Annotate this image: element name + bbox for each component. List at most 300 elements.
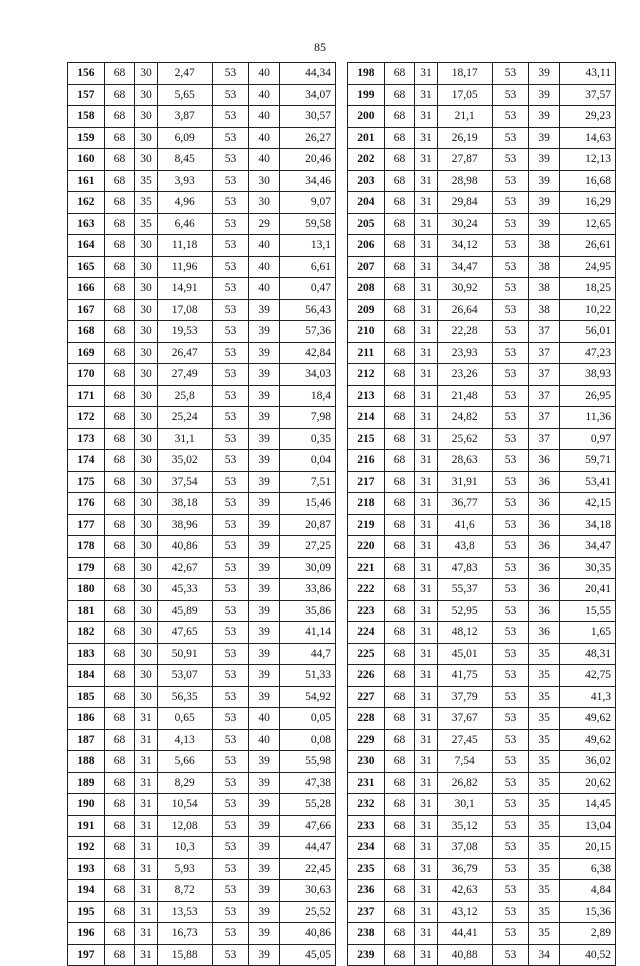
lon-degrees-cell: 53 bbox=[492, 923, 529, 945]
lat-seconds-cell: 30,92 bbox=[437, 278, 492, 300]
lon-minutes-cell: 39 bbox=[249, 858, 280, 880]
lat-degrees-cell: 68 bbox=[384, 106, 415, 128]
point-number-cell: 227 bbox=[348, 686, 385, 708]
lat-minutes-cell: 30 bbox=[135, 385, 157, 407]
lon-degrees-cell: 53 bbox=[212, 84, 249, 106]
lat-degrees-cell: 68 bbox=[384, 364, 415, 386]
lon-degrees-cell: 53 bbox=[212, 342, 249, 364]
lon-minutes-cell: 39 bbox=[249, 493, 280, 515]
lon-degrees-cell: 53 bbox=[212, 923, 249, 945]
point-number-cell: 194 bbox=[68, 880, 105, 902]
lon-seconds-cell: 6,38 bbox=[559, 858, 615, 880]
lat-minutes-cell: 31 bbox=[415, 278, 437, 300]
lat-seconds-cell: 41,6 bbox=[437, 514, 492, 536]
lat-seconds-cell: 26,82 bbox=[437, 772, 492, 794]
lat-minutes-cell: 31 bbox=[135, 708, 157, 730]
lon-seconds-cell: 0,05 bbox=[279, 708, 335, 730]
lon-degrees-cell: 53 bbox=[212, 235, 249, 257]
lat-seconds-cell: 29,84 bbox=[437, 192, 492, 214]
lat-degrees-cell: 68 bbox=[104, 407, 135, 429]
table-row bbox=[68, 579, 336, 601]
lat-seconds-cell: 8,45 bbox=[157, 149, 212, 171]
table-row bbox=[348, 407, 616, 429]
lat-degrees-cell: 68 bbox=[104, 772, 135, 794]
table-row bbox=[348, 278, 616, 300]
lat-degrees-cell: 68 bbox=[104, 278, 135, 300]
lon-minutes-cell: 35 bbox=[529, 643, 560, 665]
point-number-cell: 202 bbox=[348, 149, 385, 171]
lon-minutes-cell: 39 bbox=[249, 622, 280, 644]
lat-degrees-cell: 68 bbox=[104, 858, 135, 880]
lat-minutes-cell: 30 bbox=[135, 579, 157, 601]
lat-minutes-cell: 31 bbox=[415, 299, 437, 321]
table-row bbox=[68, 256, 336, 278]
lat-degrees-cell: 68 bbox=[384, 407, 415, 429]
lat-minutes-cell: 31 bbox=[415, 815, 437, 837]
point-number-cell: 159 bbox=[68, 127, 105, 149]
table-row bbox=[348, 622, 616, 644]
lon-minutes-cell: 36 bbox=[529, 600, 560, 622]
lat-minutes-cell: 31 bbox=[415, 944, 437, 966]
lat-seconds-cell: 37,54 bbox=[157, 471, 212, 493]
lat-seconds-cell: 17,08 bbox=[157, 299, 212, 321]
table-row bbox=[68, 63, 336, 85]
lon-degrees-cell: 53 bbox=[212, 256, 249, 278]
table-row bbox=[68, 192, 336, 214]
lon-minutes-cell: 39 bbox=[249, 364, 280, 386]
table-row bbox=[68, 858, 336, 880]
point-number-cell: 169 bbox=[68, 342, 105, 364]
lat-minutes-cell: 31 bbox=[415, 106, 437, 128]
table-row bbox=[348, 686, 616, 708]
lon-degrees-cell: 53 bbox=[212, 63, 249, 85]
lon-degrees-cell: 53 bbox=[212, 493, 249, 515]
point-number-cell: 220 bbox=[348, 536, 385, 558]
point-number-cell: 213 bbox=[348, 385, 385, 407]
lon-minutes-cell: 40 bbox=[249, 63, 280, 85]
table-row bbox=[348, 536, 616, 558]
point-number-cell: 230 bbox=[348, 751, 385, 773]
lon-degrees-cell: 53 bbox=[212, 643, 249, 665]
lon-seconds-cell: 45,05 bbox=[279, 944, 335, 966]
lon-minutes-cell: 38 bbox=[529, 299, 560, 321]
point-number-cell: 199 bbox=[348, 84, 385, 106]
lat-degrees-cell: 68 bbox=[104, 944, 135, 966]
lon-degrees-cell: 53 bbox=[212, 364, 249, 386]
table-row bbox=[68, 278, 336, 300]
lat-minutes-cell: 30 bbox=[135, 235, 157, 257]
lon-minutes-cell: 35 bbox=[529, 815, 560, 837]
point-number-cell: 217 bbox=[348, 471, 385, 493]
lon-minutes-cell: 39 bbox=[249, 514, 280, 536]
lon-minutes-cell: 39 bbox=[249, 600, 280, 622]
point-number-cell: 171 bbox=[68, 385, 105, 407]
lon-minutes-cell: 39 bbox=[249, 880, 280, 902]
point-number-cell: 228 bbox=[348, 708, 385, 730]
lon-seconds-cell: 48,31 bbox=[559, 643, 615, 665]
lon-degrees-cell: 53 bbox=[212, 192, 249, 214]
lat-degrees-cell: 68 bbox=[104, 192, 135, 214]
lat-degrees-cell: 68 bbox=[104, 579, 135, 601]
lat-seconds-cell: 31,1 bbox=[157, 428, 212, 450]
lat-minutes-cell: 31 bbox=[415, 149, 437, 171]
lon-seconds-cell: 49,62 bbox=[559, 729, 615, 751]
lon-minutes-cell: 35 bbox=[529, 858, 560, 880]
lon-seconds-cell: 59,58 bbox=[279, 213, 335, 235]
lon-seconds-cell: 0,08 bbox=[279, 729, 335, 751]
lat-seconds-cell: 12,08 bbox=[157, 815, 212, 837]
lon-minutes-cell: 35 bbox=[529, 837, 560, 859]
point-number-cell: 201 bbox=[348, 127, 385, 149]
lon-degrees-cell: 53 bbox=[492, 514, 529, 536]
point-number-cell: 235 bbox=[348, 858, 385, 880]
lat-degrees-cell: 68 bbox=[104, 84, 135, 106]
lat-degrees-cell: 68 bbox=[104, 622, 135, 644]
lon-degrees-cell: 53 bbox=[492, 686, 529, 708]
lat-seconds-cell: 53,07 bbox=[157, 665, 212, 687]
lon-minutes-cell: 39 bbox=[249, 686, 280, 708]
table-row bbox=[348, 557, 616, 579]
lat-minutes-cell: 31 bbox=[415, 729, 437, 751]
lon-degrees-cell: 53 bbox=[492, 708, 529, 730]
lon-minutes-cell: 36 bbox=[529, 579, 560, 601]
table-row bbox=[348, 944, 616, 966]
point-number-cell: 218 bbox=[348, 493, 385, 515]
lat-minutes-cell: 30 bbox=[135, 600, 157, 622]
lon-minutes-cell: 37 bbox=[529, 342, 560, 364]
lat-minutes-cell: 35 bbox=[135, 192, 157, 214]
lon-degrees-cell: 53 bbox=[492, 579, 529, 601]
lat-degrees-cell: 68 bbox=[384, 901, 415, 923]
lon-degrees-cell: 53 bbox=[212, 514, 249, 536]
lon-minutes-cell: 39 bbox=[249, 815, 280, 837]
lat-seconds-cell: 28,63 bbox=[437, 450, 492, 472]
lat-minutes-cell: 30 bbox=[135, 127, 157, 149]
lat-degrees-cell: 68 bbox=[384, 794, 415, 816]
table-row bbox=[348, 751, 616, 773]
lat-minutes-cell: 30 bbox=[135, 299, 157, 321]
lon-degrees-cell: 53 bbox=[212, 471, 249, 493]
point-number-cell: 209 bbox=[348, 299, 385, 321]
lon-degrees-cell: 53 bbox=[212, 278, 249, 300]
lon-minutes-cell: 39 bbox=[249, 751, 280, 773]
lat-degrees-cell: 68 bbox=[104, 923, 135, 945]
lon-degrees-cell: 53 bbox=[212, 579, 249, 601]
lon-seconds-cell: 42,15 bbox=[559, 493, 615, 515]
lat-degrees-cell: 68 bbox=[104, 557, 135, 579]
lon-degrees-cell: 53 bbox=[212, 729, 249, 751]
table-row bbox=[348, 514, 616, 536]
lon-minutes-cell: 36 bbox=[529, 471, 560, 493]
lat-minutes-cell: 31 bbox=[415, 923, 437, 945]
lon-degrees-cell: 53 bbox=[212, 622, 249, 644]
point-number-cell: 234 bbox=[348, 837, 385, 859]
lon-seconds-cell: 26,61 bbox=[559, 235, 615, 257]
table-row bbox=[348, 880, 616, 902]
lat-degrees-cell: 68 bbox=[104, 149, 135, 171]
lon-degrees-cell: 53 bbox=[492, 815, 529, 837]
lat-minutes-cell: 31 bbox=[415, 557, 437, 579]
point-number-cell: 189 bbox=[68, 772, 105, 794]
point-number-cell: 172 bbox=[68, 407, 105, 429]
lon-seconds-cell: 42,75 bbox=[559, 665, 615, 687]
point-number-cell: 190 bbox=[68, 794, 105, 816]
point-number-cell: 156 bbox=[68, 63, 105, 85]
table-row bbox=[68, 299, 336, 321]
lat-minutes-cell: 31 bbox=[135, 858, 157, 880]
lon-minutes-cell: 35 bbox=[529, 729, 560, 751]
point-number-cell: 203 bbox=[348, 170, 385, 192]
lon-seconds-cell: 41,14 bbox=[279, 622, 335, 644]
table-row bbox=[68, 901, 336, 923]
point-number-cell: 165 bbox=[68, 256, 105, 278]
point-number-cell: 210 bbox=[348, 321, 385, 343]
lat-minutes-cell: 31 bbox=[135, 751, 157, 773]
lat-minutes-cell: 31 bbox=[415, 127, 437, 149]
lon-degrees-cell: 53 bbox=[492, 149, 529, 171]
point-number-cell: 223 bbox=[348, 600, 385, 622]
table-row bbox=[348, 600, 616, 622]
lon-seconds-cell: 40,52 bbox=[559, 944, 615, 966]
lon-seconds-cell: 35,86 bbox=[279, 600, 335, 622]
point-number-cell: 192 bbox=[68, 837, 105, 859]
lat-degrees-cell: 68 bbox=[104, 536, 135, 558]
lon-seconds-cell: 27,25 bbox=[279, 536, 335, 558]
lat-minutes-cell: 31 bbox=[415, 686, 437, 708]
lon-degrees-cell: 53 bbox=[492, 364, 529, 386]
point-number-cell: 161 bbox=[68, 170, 105, 192]
lon-degrees-cell: 53 bbox=[212, 428, 249, 450]
lat-minutes-cell: 31 bbox=[415, 794, 437, 816]
lat-seconds-cell: 48,12 bbox=[437, 622, 492, 644]
lon-degrees-cell: 53 bbox=[212, 944, 249, 966]
point-number-cell: 193 bbox=[68, 858, 105, 880]
lat-seconds-cell: 8,72 bbox=[157, 880, 212, 902]
lon-seconds-cell: 34,18 bbox=[559, 514, 615, 536]
lon-seconds-cell: 59,71 bbox=[559, 450, 615, 472]
point-number-cell: 188 bbox=[68, 751, 105, 773]
lon-seconds-cell: 15,55 bbox=[559, 600, 615, 622]
lat-seconds-cell: 24,82 bbox=[437, 407, 492, 429]
lon-degrees-cell: 53 bbox=[492, 665, 529, 687]
lon-seconds-cell: 13,1 bbox=[279, 235, 335, 257]
table-row bbox=[68, 536, 336, 558]
lat-seconds-cell: 14,91 bbox=[157, 278, 212, 300]
lat-degrees-cell: 68 bbox=[384, 579, 415, 601]
lon-seconds-cell: 49,62 bbox=[559, 708, 615, 730]
table-row bbox=[348, 235, 616, 257]
lon-degrees-cell: 53 bbox=[492, 192, 529, 214]
lon-degrees-cell: 53 bbox=[212, 686, 249, 708]
lat-seconds-cell: 19,53 bbox=[157, 321, 212, 343]
table-row bbox=[68, 643, 336, 665]
point-number-cell: 208 bbox=[348, 278, 385, 300]
lat-minutes-cell: 30 bbox=[135, 321, 157, 343]
lat-minutes-cell: 31 bbox=[415, 579, 437, 601]
lat-degrees-cell: 68 bbox=[104, 794, 135, 816]
lat-minutes-cell: 31 bbox=[415, 450, 437, 472]
lat-degrees-cell: 68 bbox=[384, 815, 415, 837]
lat-seconds-cell: 23,26 bbox=[437, 364, 492, 386]
table-row bbox=[348, 84, 616, 106]
table-row bbox=[68, 493, 336, 515]
lat-degrees-cell: 68 bbox=[104, 471, 135, 493]
lon-seconds-cell: 14,45 bbox=[559, 794, 615, 816]
lat-degrees-cell: 68 bbox=[384, 428, 415, 450]
lat-degrees-cell: 68 bbox=[384, 278, 415, 300]
table-row bbox=[68, 149, 336, 171]
lon-seconds-cell: 20,87 bbox=[279, 514, 335, 536]
table-row bbox=[348, 450, 616, 472]
lon-minutes-cell: 39 bbox=[249, 428, 280, 450]
point-number-cell: 176 bbox=[68, 493, 105, 515]
lon-minutes-cell: 29 bbox=[249, 213, 280, 235]
table-row bbox=[68, 364, 336, 386]
lat-seconds-cell: 10,54 bbox=[157, 794, 212, 816]
lon-degrees-cell: 53 bbox=[492, 536, 529, 558]
lon-degrees-cell: 53 bbox=[492, 622, 529, 644]
lat-degrees-cell: 68 bbox=[384, 235, 415, 257]
table-row bbox=[68, 837, 336, 859]
lat-degrees-cell: 68 bbox=[384, 600, 415, 622]
lon-minutes-cell: 37 bbox=[529, 321, 560, 343]
point-number-cell: 216 bbox=[348, 450, 385, 472]
lon-degrees-cell: 53 bbox=[212, 149, 249, 171]
table-row bbox=[68, 686, 336, 708]
table-row bbox=[68, 450, 336, 472]
lon-seconds-cell: 30,63 bbox=[279, 880, 335, 902]
lat-minutes-cell: 31 bbox=[415, 880, 437, 902]
lat-seconds-cell: 26,19 bbox=[437, 127, 492, 149]
table-row bbox=[68, 342, 336, 364]
point-number-cell: 179 bbox=[68, 557, 105, 579]
lon-minutes-cell: 40 bbox=[249, 708, 280, 730]
lat-minutes-cell: 31 bbox=[415, 342, 437, 364]
lat-seconds-cell: 35,02 bbox=[157, 450, 212, 472]
lat-degrees-cell: 68 bbox=[384, 665, 415, 687]
point-number-cell: 205 bbox=[348, 213, 385, 235]
table-row bbox=[68, 794, 336, 816]
point-number-cell: 186 bbox=[68, 708, 105, 730]
lon-seconds-cell: 1,65 bbox=[559, 622, 615, 644]
lon-seconds-cell: 37,57 bbox=[559, 84, 615, 106]
table-row bbox=[348, 901, 616, 923]
point-number-cell: 182 bbox=[68, 622, 105, 644]
lon-degrees-cell: 53 bbox=[212, 837, 249, 859]
lon-degrees-cell: 53 bbox=[212, 170, 249, 192]
table-row bbox=[348, 63, 616, 85]
lon-minutes-cell: 39 bbox=[249, 299, 280, 321]
lat-minutes-cell: 30 bbox=[135, 149, 157, 171]
point-number-cell: 224 bbox=[348, 622, 385, 644]
lat-minutes-cell: 31 bbox=[415, 63, 437, 85]
lon-degrees-cell: 53 bbox=[492, 751, 529, 773]
lat-degrees-cell: 68 bbox=[104, 643, 135, 665]
lon-seconds-cell: 11,36 bbox=[559, 407, 615, 429]
lat-degrees-cell: 68 bbox=[384, 84, 415, 106]
lon-minutes-cell: 30 bbox=[249, 170, 280, 192]
lat-minutes-cell: 30 bbox=[135, 536, 157, 558]
lon-seconds-cell: 2,89 bbox=[559, 923, 615, 945]
lon-minutes-cell: 40 bbox=[249, 256, 280, 278]
table-row bbox=[68, 84, 336, 106]
lon-seconds-cell: 12,65 bbox=[559, 213, 615, 235]
lat-degrees-cell: 68 bbox=[384, 751, 415, 773]
table-row bbox=[68, 622, 336, 644]
point-number-cell: 204 bbox=[348, 192, 385, 214]
table-row bbox=[348, 299, 616, 321]
lon-degrees-cell: 53 bbox=[492, 63, 529, 85]
point-number-cell: 237 bbox=[348, 901, 385, 923]
lon-minutes-cell: 35 bbox=[529, 772, 560, 794]
lat-degrees-cell: 68 bbox=[384, 772, 415, 794]
point-number-cell: 164 bbox=[68, 235, 105, 257]
lat-seconds-cell: 27,45 bbox=[437, 729, 492, 751]
lon-degrees-cell: 53 bbox=[212, 536, 249, 558]
lat-seconds-cell: 30,24 bbox=[437, 213, 492, 235]
lat-minutes-cell: 31 bbox=[415, 751, 437, 773]
table-row bbox=[348, 471, 616, 493]
lat-minutes-cell: 30 bbox=[135, 63, 157, 85]
lat-minutes-cell: 35 bbox=[135, 170, 157, 192]
lat-seconds-cell: 22,28 bbox=[437, 321, 492, 343]
lat-seconds-cell: 43,12 bbox=[437, 901, 492, 923]
lat-degrees-cell: 68 bbox=[104, 665, 135, 687]
table-row bbox=[68, 127, 336, 149]
table-row bbox=[348, 256, 616, 278]
lat-minutes-cell: 31 bbox=[415, 321, 437, 343]
lon-degrees-cell: 53 bbox=[212, 321, 249, 343]
lat-minutes-cell: 30 bbox=[135, 450, 157, 472]
lon-minutes-cell: 30 bbox=[249, 192, 280, 214]
lat-seconds-cell: 37,67 bbox=[437, 708, 492, 730]
lat-degrees-cell: 68 bbox=[384, 471, 415, 493]
lon-degrees-cell: 53 bbox=[212, 772, 249, 794]
lat-degrees-cell: 68 bbox=[104, 901, 135, 923]
lon-seconds-cell: 9,07 bbox=[279, 192, 335, 214]
lon-seconds-cell: 54,92 bbox=[279, 686, 335, 708]
lon-minutes-cell: 39 bbox=[529, 63, 560, 85]
lon-minutes-cell: 40 bbox=[249, 84, 280, 106]
lon-minutes-cell: 35 bbox=[529, 708, 560, 730]
lon-degrees-cell: 53 bbox=[492, 794, 529, 816]
lat-degrees-cell: 68 bbox=[384, 622, 415, 644]
lon-seconds-cell: 47,38 bbox=[279, 772, 335, 794]
lat-degrees-cell: 68 bbox=[104, 127, 135, 149]
lat-seconds-cell: 55,37 bbox=[437, 579, 492, 601]
lat-seconds-cell: 13,53 bbox=[157, 901, 212, 923]
point-number-cell: 183 bbox=[68, 643, 105, 665]
lat-degrees-cell: 68 bbox=[384, 493, 415, 515]
lat-seconds-cell: 47,65 bbox=[157, 622, 212, 644]
lat-degrees-cell: 68 bbox=[384, 192, 415, 214]
lon-degrees-cell: 53 bbox=[212, 880, 249, 902]
lat-minutes-cell: 35 bbox=[135, 213, 157, 235]
lat-minutes-cell: 31 bbox=[135, 729, 157, 751]
lon-degrees-cell: 53 bbox=[492, 729, 529, 751]
lon-degrees-cell: 53 bbox=[492, 407, 529, 429]
lat-minutes-cell: 30 bbox=[135, 686, 157, 708]
point-number-cell: 196 bbox=[68, 923, 105, 945]
lat-seconds-cell: 26,64 bbox=[437, 299, 492, 321]
lon-minutes-cell: 34 bbox=[529, 944, 560, 966]
lat-seconds-cell: 8,29 bbox=[157, 772, 212, 794]
lat-degrees-cell: 68 bbox=[384, 708, 415, 730]
lon-degrees-cell: 53 bbox=[492, 170, 529, 192]
lon-seconds-cell: 7,98 bbox=[279, 407, 335, 429]
table-row bbox=[68, 407, 336, 429]
lat-minutes-cell: 31 bbox=[415, 385, 437, 407]
